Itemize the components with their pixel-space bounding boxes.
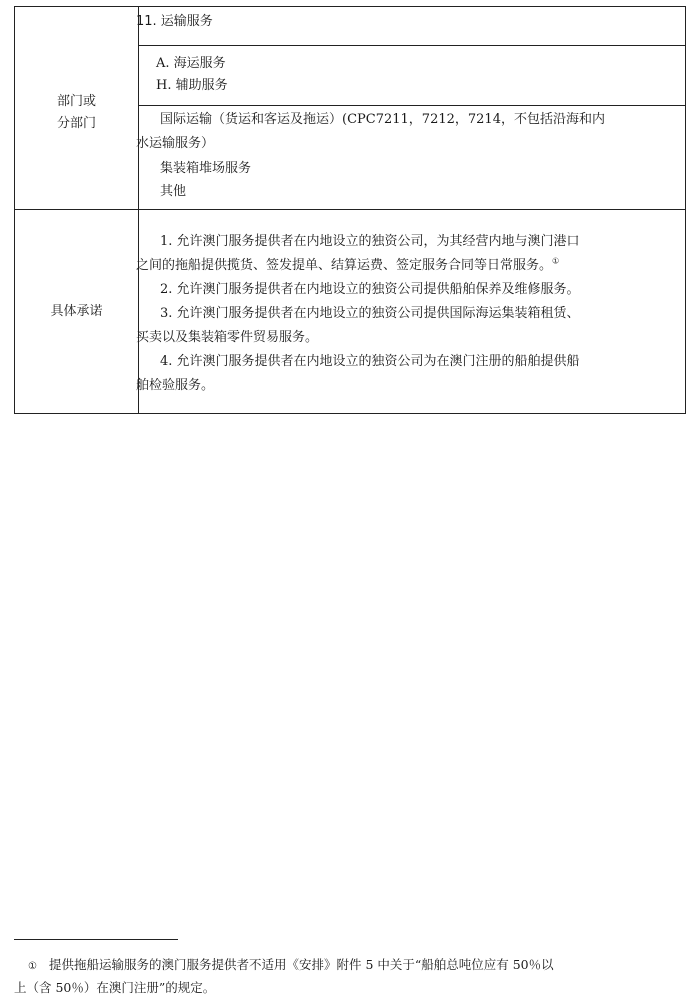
commitment-line: 4. 允许澳门服务提供者在内地设立的独资公司为在澳门注册的船舶提供船 [160, 354, 580, 369]
scope-line: 集装箱堆场服务 [160, 161, 252, 176]
footnote-text: 提供拖船运输服务的澳门服务提供者不适用《安排》附件 5 中关于“船舶总吨位应有 50％以 [48, 957, 554, 972]
commitment-line: 3. 允许澳门服务提供者在内地设立的独资公司提供国际海运集装箱租赁、 [160, 306, 580, 321]
footnote-line: 上（含 50％）在澳门注册”的规定。 [14, 980, 216, 995]
row-divider [139, 105, 685, 106]
footnote-reference[interactable]: ① [552, 256, 560, 266]
sector-label-line: 部门或 [56, 94, 96, 109]
scope-line: 国际运输（货运和客运及拖运）(CPC7211，7212，7214，不包括沿海和内 [160, 112, 605, 127]
scope-line: 其他 [160, 184, 187, 199]
commitment-line: 1. 允许澳门服务提供者在内地设立的独资公司，为其经营内地与澳门港口 [160, 234, 580, 249]
footnote-separator [14, 939, 178, 940]
subsector-item: A. 海运服务 [156, 56, 226, 71]
section-divider [15, 209, 685, 210]
commitment-label: 具体承诺 [50, 304, 103, 319]
footnote-mark: ① [28, 961, 37, 972]
scope-line: 水运输服务） [136, 136, 215, 151]
commitment-text: 之间的拖船提供揽货、签发提单、结算运费、签定服务合同等日常服务。 [136, 258, 553, 273]
subsector-item: H. 辅助服务 [156, 78, 228, 93]
row-divider [139, 45, 685, 46]
sector-label-line: 分部门 [56, 116, 96, 131]
commitment-line [136, 254, 559, 278]
footnote-line [28, 954, 554, 978]
commitment-line: 舶检验服务。 [136, 378, 215, 393]
column-divider [138, 7, 139, 413]
sector-label [15, 91, 138, 135]
sector-heading: 11. 运输服务 [136, 14, 213, 29]
commitment-line: 买卖以及集装箱零件贸易服务。 [136, 330, 319, 345]
commitment-line: 2. 允许澳门服务提供者在内地设立的独资公司提供船舶保养及维修服务。 [160, 282, 580, 297]
